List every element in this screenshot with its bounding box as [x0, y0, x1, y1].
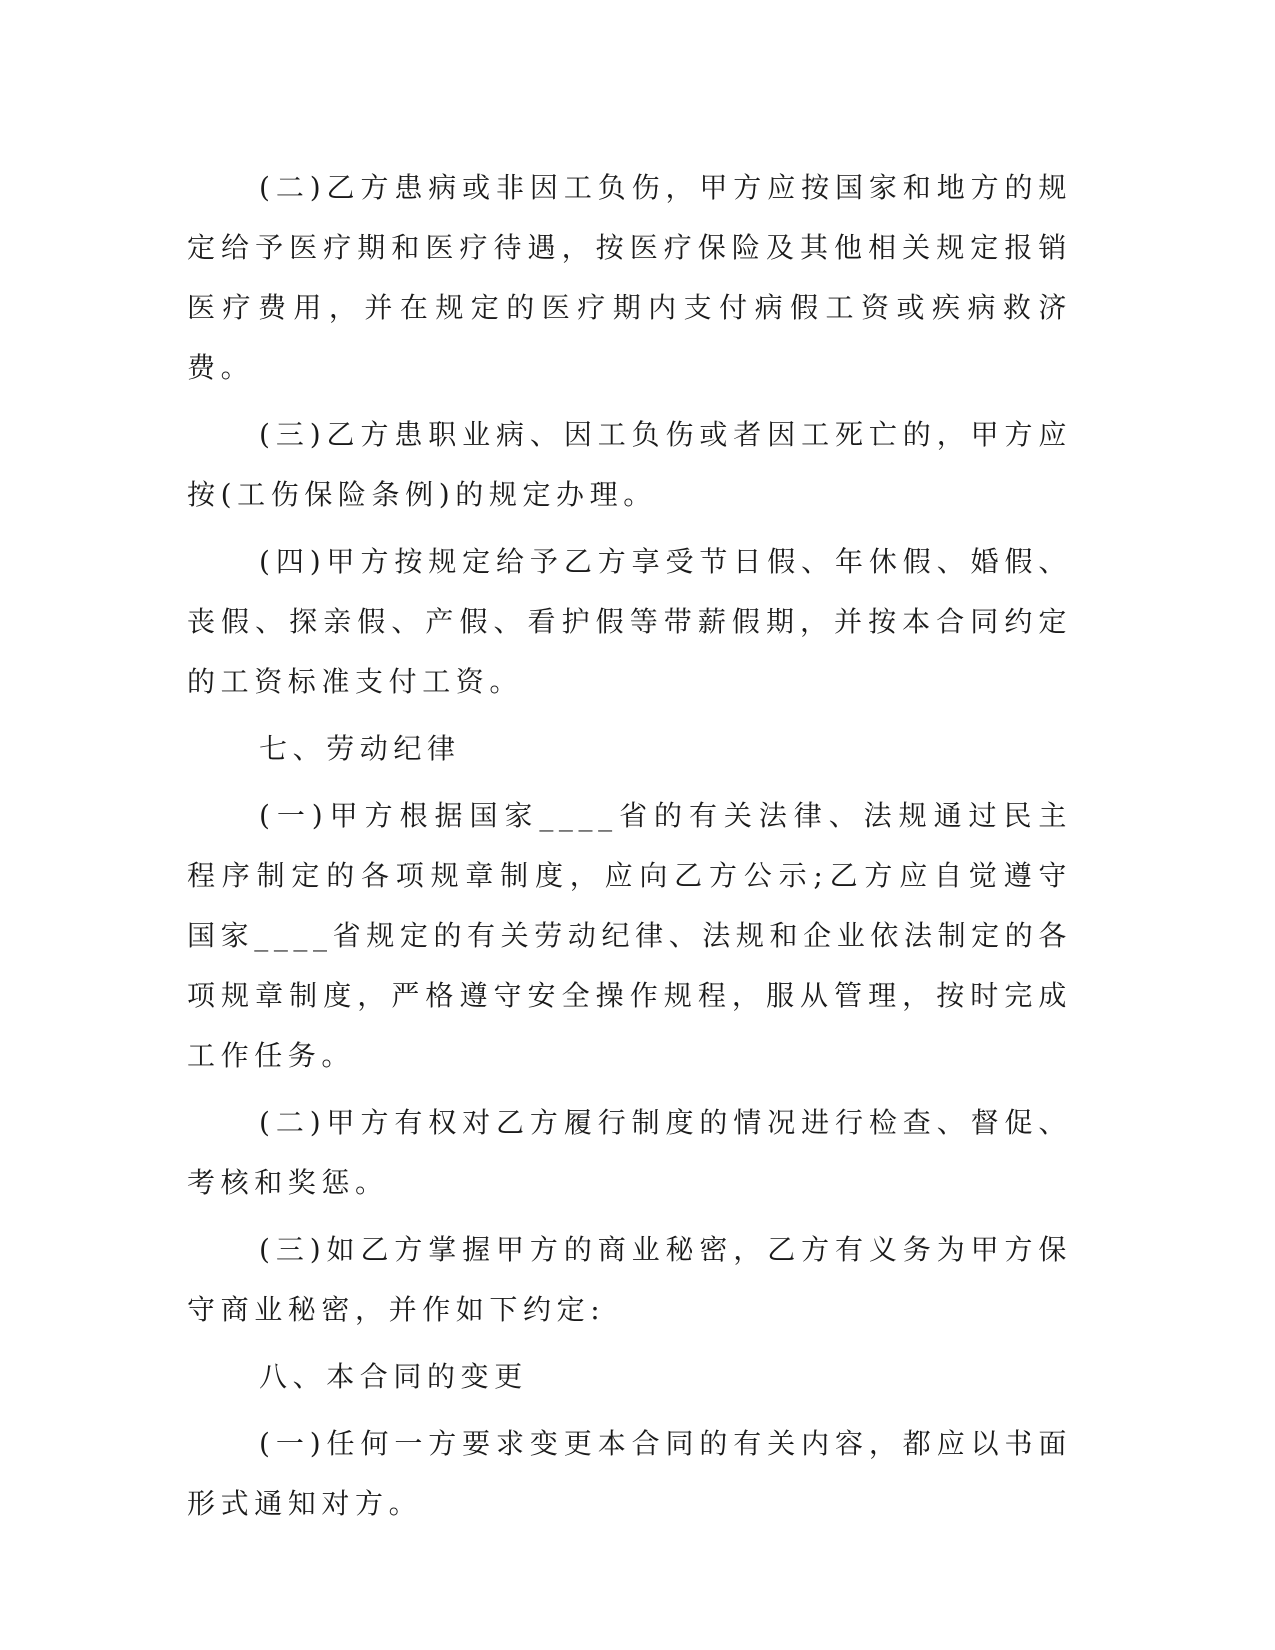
- section-heading: 七、劳动纪律: [259, 732, 461, 765]
- clause-paragraph: (四)甲方按规定给予乙方享受节日假、年休假、婚假、丧假、探亲假、产假、看护假等带薪假期，并按本合同约定的工资标准支付工资。: [187, 545, 1072, 698]
- clause-paragraph: (一)任何一方要求变更本合同的有关内容，都应以书面形式通知对方。: [187, 1427, 1072, 1520]
- clause-paragraph: (一)甲方根据国家____省的有关法律、法规通过民主程序制定的各项规章制度，应向乙方公示;乙方应自觉遵守国家____省规定的有关劳动纪律、法规和企业依法制定的各项规章制度，严格遵守安全操作规程，服从管理，按时完成工作任务。: [187, 799, 1072, 1072]
- document-body: [187, 158, 1072, 1541]
- clause-paragraph: (二)甲方有权对乙方履行制度的情况进行检查、督促、考核和奖惩。: [187, 1106, 1072, 1199]
- clause-paragraph: (三)乙方患职业病、因工负伤或者因工死亡的，甲方应按(工伤保险条例)的规定办理。: [187, 418, 1072, 511]
- clause-paragraph: (三)如乙方掌握甲方的商业秘密，乙方有义务为甲方保守商业秘密，并作如下约定:: [187, 1233, 1072, 1326]
- section-heading: 八、本合同的变更: [259, 1360, 528, 1393]
- clause-paragraph: (二)乙方患病或非因工负伤，甲方应按国家和地方的规定给予医疗期和医疗待遇，按医疗保险及其他相关规定报销医疗费用，并在规定的医疗期内支付病假工资或疾病救济费。: [187, 171, 1072, 384]
